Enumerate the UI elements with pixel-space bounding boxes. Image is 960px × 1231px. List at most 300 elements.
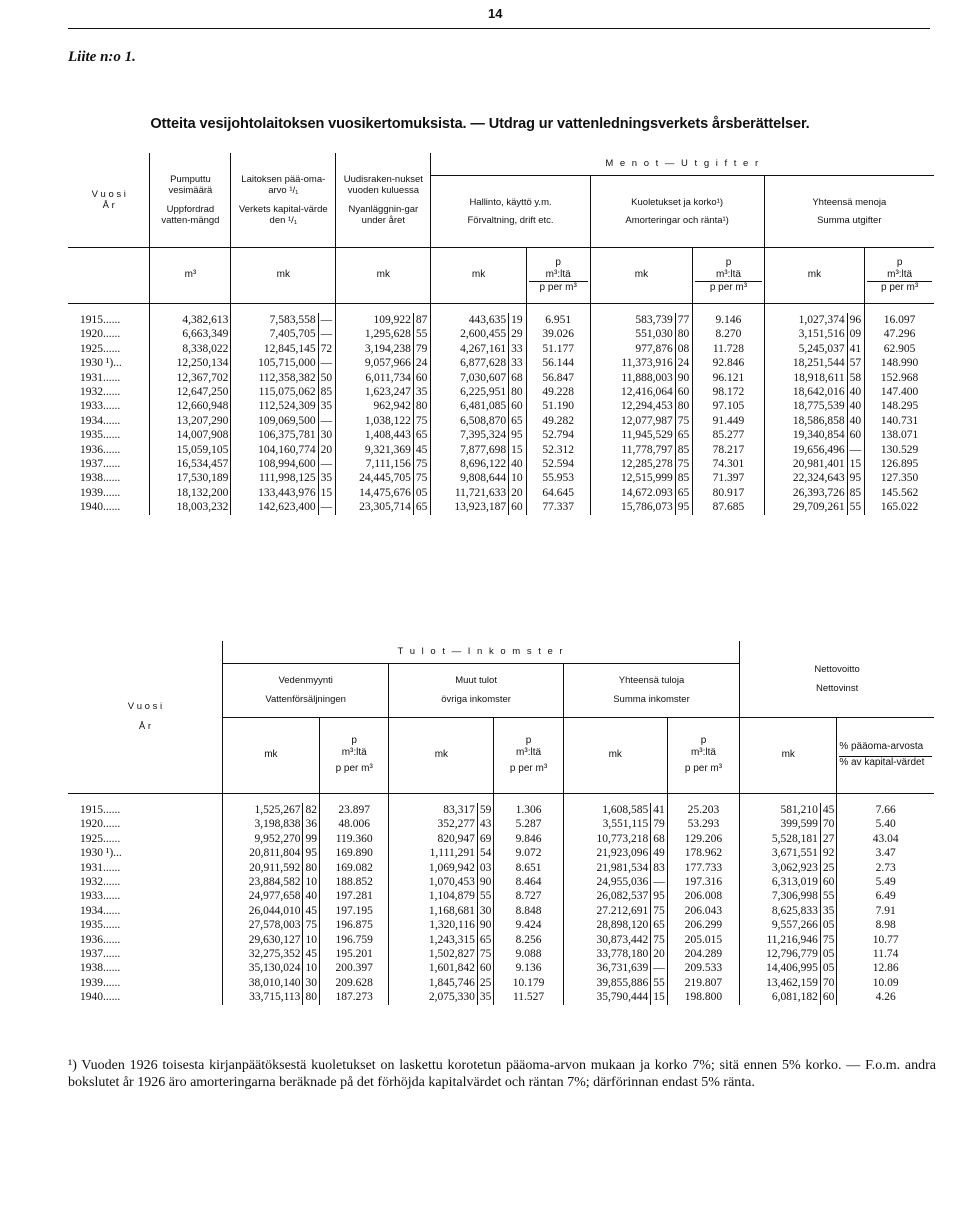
table-cell: 95 xyxy=(847,471,865,485)
table-cell: 10 xyxy=(303,961,320,975)
table-cell: 35,790,444 xyxy=(563,990,650,1004)
table-cell: 55 xyxy=(651,976,668,990)
table-cell: 71.397 xyxy=(693,471,764,485)
table-cell: 21,923,096 xyxy=(563,846,650,860)
table-cell: 9.072 xyxy=(494,846,563,860)
year-header: V u o s i Å r xyxy=(68,641,222,793)
table-cell: 65 xyxy=(651,918,668,932)
table-cell: 12,294,453 xyxy=(590,399,675,413)
table-cell: 80 xyxy=(675,327,693,341)
table-cell: 9,057,966 xyxy=(336,356,414,370)
table-cell: 75 xyxy=(303,918,320,932)
table-cell: 40 xyxy=(303,889,320,903)
table-cell: 7,111,156 xyxy=(336,457,414,471)
table-cell: 52.594 xyxy=(526,457,590,471)
table-cell: 30 xyxy=(477,904,494,918)
table-row xyxy=(68,832,934,846)
table-cell: 3,671,551 xyxy=(740,846,821,860)
table-cell: 206.043 xyxy=(667,904,739,918)
table-cell: 39.026 xyxy=(526,327,590,341)
table-cell: 9,321,369 xyxy=(336,443,414,457)
table-cell: 145.562 xyxy=(880,486,919,499)
table-cell: 11.74 xyxy=(872,948,899,961)
table-cell: 36 xyxy=(303,817,320,831)
expenses-table xyxy=(68,153,934,515)
table-cell: 70 xyxy=(820,817,837,831)
table-cell: 109,069,500 xyxy=(231,414,318,428)
unit-mk: mk xyxy=(222,717,319,793)
table-row xyxy=(68,933,934,947)
table-cell: 33 xyxy=(509,342,527,356)
table-cell: 6.951 xyxy=(526,313,590,327)
table-cell: 1935...... xyxy=(68,428,150,442)
table-cell: 8.848 xyxy=(494,904,563,918)
new-construction-header: Uudisraken-nukset vuoden kuluessa Nyanläggnin-gar under året xyxy=(336,153,431,247)
table-cell: 6,225,951 xyxy=(431,385,509,399)
income-table xyxy=(68,641,934,1005)
table-cell: 8.464 xyxy=(494,875,563,889)
table-cell: 54 xyxy=(477,846,494,860)
table-cell: 40 xyxy=(847,399,865,413)
table-cell: 35 xyxy=(477,990,494,1004)
table-cell: 35 xyxy=(413,385,431,399)
table-cell: 1,104,879 xyxy=(389,889,477,903)
table-row xyxy=(68,414,934,428)
table-row xyxy=(68,457,934,471)
table-cell: 7,405,705 xyxy=(231,327,318,341)
table-row xyxy=(68,961,934,975)
table-cell: 40 xyxy=(847,385,865,399)
table-cell: 05 xyxy=(820,918,837,932)
table-cell: 115,075,062 xyxy=(231,385,318,399)
table-cell: 197.195 xyxy=(319,904,389,918)
table-cell: 1,027,374 xyxy=(764,313,847,327)
table-cell: 9.424 xyxy=(494,918,563,932)
table-cell: 148.990 xyxy=(880,357,919,370)
table-cell: 27 xyxy=(820,832,837,846)
table-cell: 1,070,453 xyxy=(389,875,477,889)
table-cell: 12,647,250 xyxy=(150,385,231,399)
unit-per-m3: p m³:ltä p per m³ xyxy=(865,247,934,303)
table-cell: 11,888,003 xyxy=(590,371,675,385)
table-row xyxy=(68,976,934,990)
table-row xyxy=(68,327,934,341)
table-cell: 64.645 xyxy=(526,486,590,500)
table-row xyxy=(68,947,934,961)
table-cell: 1915...... xyxy=(68,313,150,327)
table-cell: 1934...... xyxy=(68,414,150,428)
table-cell: 79 xyxy=(413,342,431,356)
table-cell: 25 xyxy=(820,861,837,875)
table-cell: 1930 ¹)... xyxy=(68,356,150,370)
table-cell: 35 xyxy=(820,904,837,918)
table-row xyxy=(68,990,934,1004)
table-cell: 196.759 xyxy=(319,933,389,947)
table-cell: 1,038,122 xyxy=(336,414,414,428)
table-cell: 36,731,639 xyxy=(563,961,650,975)
unit-mk: mk xyxy=(764,247,865,303)
table-row xyxy=(68,371,934,385)
table-cell: 1936...... xyxy=(68,443,150,457)
table-cell: 65 xyxy=(413,500,431,514)
table-cell: 6,011,734 xyxy=(336,371,414,385)
table-cell: 23,305,714 xyxy=(336,500,414,514)
net-profit-header: Nettovoitto Nettovinst xyxy=(814,663,860,694)
table-cell: 60 xyxy=(847,428,865,442)
table-cell: 1938...... xyxy=(68,471,150,485)
table-cell: 2,600,455 xyxy=(431,327,509,341)
table-cell: 26,082,537 xyxy=(563,889,650,903)
table-cell: — xyxy=(318,327,336,341)
table-cell: 14,007,908 xyxy=(150,428,231,442)
table-cell: 12,660,948 xyxy=(150,399,231,413)
table-cell: 15 xyxy=(847,457,865,471)
table-cell: 583,739 xyxy=(590,313,675,327)
footnote: ¹) Vuoden 1926 toisesta kirjanpäätöksestä kuoletukset on laskettu korotetun pääoma-arvon mukaan ja korko 7%; sitä ennen 5% korko. — F.o.m. andra bokslutet år 1926 äro amorteringarna beräknade på det förhöjda kapitalvärdet och räntan 7%; därförinnan endast 5% ränta. xyxy=(68,1058,936,1090)
table-cell: 95 xyxy=(675,500,693,514)
table-cell: 24 xyxy=(675,356,693,370)
table-cell: 29,630,127 xyxy=(222,933,303,947)
table-cell: 5,245,037 xyxy=(764,342,847,356)
table-cell: 9,557,266 xyxy=(740,918,821,932)
table-cell: 196.875 xyxy=(319,918,389,932)
table-cell: 205.015 xyxy=(667,933,739,947)
table-cell: 7.66 xyxy=(875,804,896,816)
table-cell: 4.26 xyxy=(875,991,896,1004)
table-cell: 142,623,400 xyxy=(231,500,318,514)
table-cell: 11,373,916 xyxy=(590,356,675,370)
table-row xyxy=(68,443,934,457)
table-cell: 65 xyxy=(477,933,494,947)
table-cell: 80 xyxy=(413,399,431,413)
table-cell: — xyxy=(318,500,336,514)
table-cell: 119.360 xyxy=(319,832,389,846)
table-cell: 55 xyxy=(847,500,865,514)
table-cell: 15 xyxy=(318,486,336,500)
table-cell: 28,898,120 xyxy=(563,918,650,932)
table-cell: 127.350 xyxy=(880,472,919,485)
table-cell: 1938...... xyxy=(68,961,222,975)
appendix-label: Liite n:o 1. xyxy=(68,49,136,65)
table-cell: 7,583,558 xyxy=(231,313,318,327)
table-cell: 40 xyxy=(847,414,865,428)
table-cell: 581,210 xyxy=(740,803,821,817)
table-cell: 80 xyxy=(509,385,527,399)
table-cell: 95 xyxy=(651,889,668,903)
table-cell: — xyxy=(651,875,668,889)
table-cell: 87 xyxy=(413,313,431,327)
table-cell: 33,778,180 xyxy=(563,947,650,961)
table-cell: 165.022 xyxy=(880,501,919,514)
debt-header: Kuoletukset ja korko¹) Amorteringar och ränta¹) xyxy=(590,175,764,247)
table-cell: 177.733 xyxy=(667,861,739,875)
table-cell: 13,462,159 xyxy=(740,976,821,990)
table-cell: 15 xyxy=(651,990,668,1004)
table-cell: 33,715,113 xyxy=(222,990,303,1004)
table-cell: 78.217 xyxy=(693,443,764,457)
table-cell: 52.794 xyxy=(526,428,590,442)
table-cell: 24,445,705 xyxy=(336,471,414,485)
unit-mk: mk xyxy=(740,717,837,793)
table-cell: 6,313,019 xyxy=(740,875,821,889)
table-cell: 60 xyxy=(820,990,837,1004)
table-cell: 11,945,529 xyxy=(590,428,675,442)
table-cell: 20,981,401 xyxy=(764,457,847,471)
table-cell: 7,306,998 xyxy=(740,889,821,903)
unit-mk: mk xyxy=(590,247,693,303)
table-cell: 30 xyxy=(318,428,336,442)
table-cell: 1940...... xyxy=(68,990,222,1004)
table-cell: 1,295,628 xyxy=(336,327,414,341)
table-cell: 138.071 xyxy=(880,429,919,442)
table-row xyxy=(68,846,934,860)
table-cell: 1939...... xyxy=(68,976,222,990)
table-cell: 08 xyxy=(675,342,693,356)
table-cell: 6,663,349 xyxy=(150,327,231,341)
table-cell: 219.807 xyxy=(667,976,739,990)
table-cell: 65 xyxy=(413,428,431,442)
table-cell: 35 xyxy=(318,399,336,413)
table-cell: 8.727 xyxy=(494,889,563,903)
table-cell: 352,277 xyxy=(389,817,477,831)
table-cell: 4,267,161 xyxy=(431,342,509,356)
table-cell: 178.962 xyxy=(667,846,739,860)
table-cell: 11.728 xyxy=(693,342,764,356)
table-cell: 99 xyxy=(303,832,320,846)
table-cell: 10.77 xyxy=(872,933,899,946)
table-cell: 1,845,746 xyxy=(389,976,477,990)
table-cell: 1,069,942 xyxy=(389,861,477,875)
table-cell: 1930 ¹)... xyxy=(68,846,222,860)
table-cell: 69 xyxy=(477,832,494,846)
table-cell: 1937...... xyxy=(68,947,222,961)
table-row xyxy=(68,861,934,875)
table-cell: 5.49 xyxy=(875,876,896,889)
table-cell: 6,508,870 xyxy=(431,414,509,428)
table-cell: 49.228 xyxy=(526,385,590,399)
table-cell: 1931...... xyxy=(68,371,150,385)
table-cell: 15 xyxy=(509,443,527,457)
admin-header: Hallinto, käyttö y.m. Förvaltning, drift etc. xyxy=(431,175,590,247)
table-cell: 18,586,858 xyxy=(764,414,847,428)
table-cell: 80.917 xyxy=(693,486,764,500)
table-cell: 20,811,804 xyxy=(222,846,303,860)
unit-m3: m³ xyxy=(150,247,231,303)
table-cell: 65 xyxy=(675,486,693,500)
table-cell: 5.40 xyxy=(875,818,896,831)
table-cell: 55 xyxy=(820,889,837,903)
table-cell: 6,081,182 xyxy=(740,990,821,1004)
table-cell: 97.105 xyxy=(693,399,764,413)
table-cell: 24,977,658 xyxy=(222,889,303,903)
table-cell: 68 xyxy=(651,832,668,846)
table-cell: 140.731 xyxy=(880,414,919,427)
unit-per-m3: p m³:ltä p per m³ xyxy=(494,717,563,793)
table-cell: 24 xyxy=(413,356,431,370)
table-cell: 8,696,122 xyxy=(431,457,509,471)
table-cell: 551,030 xyxy=(590,327,675,341)
table-cell: 112,524,309 xyxy=(231,399,318,413)
table-row xyxy=(68,500,934,514)
table-cell: 41 xyxy=(651,803,668,817)
table-row xyxy=(68,342,934,356)
table-cell: 75 xyxy=(477,947,494,961)
unit-percent: % pääoma-arvosta % av kapital-värdet xyxy=(837,717,934,793)
table-cell: 9.136 xyxy=(494,961,563,975)
table-cell: 62.905 xyxy=(883,342,916,355)
table-cell: — xyxy=(318,313,336,327)
table-cell: 9,808,644 xyxy=(431,471,509,485)
table-cell: 38,010,140 xyxy=(222,976,303,990)
table-cell: 198.800 xyxy=(667,990,739,1004)
table-row xyxy=(68,904,934,918)
table-cell: 105,715,000 xyxy=(231,356,318,370)
table-cell: 72 xyxy=(318,342,336,356)
table-cell: 187.273 xyxy=(319,990,389,1004)
table-cell: 10.09 xyxy=(872,976,899,989)
table-cell: 51.190 xyxy=(526,399,590,413)
table-cell: 25 xyxy=(477,976,494,990)
table-cell: 6.49 xyxy=(875,890,896,903)
income-header: T u l o t — I n k o m s t e r xyxy=(222,641,739,663)
table-cell: 16,534,457 xyxy=(150,457,231,471)
table-cell: 7,395,324 xyxy=(431,428,509,442)
table-cell: 1,525,267 xyxy=(222,803,303,817)
table-cell: 85 xyxy=(847,486,865,500)
table-cell: 1935...... xyxy=(68,918,222,932)
table-cell: 1933...... xyxy=(68,399,150,413)
table-cell: 60 xyxy=(477,961,494,975)
table-cell: 1931...... xyxy=(68,861,222,875)
table-cell: 3.47 xyxy=(875,847,896,860)
table-cell: 92 xyxy=(820,846,837,860)
table-cell: 87.685 xyxy=(693,500,764,514)
table-cell: 18,642,016 xyxy=(764,385,847,399)
table-cell: 1937...... xyxy=(68,457,150,471)
table-cell: 20,911,592 xyxy=(222,861,303,875)
table-cell: 8.98 xyxy=(875,919,896,932)
table-cell: 56.144 xyxy=(526,356,590,370)
table-cell: 197.281 xyxy=(319,889,389,903)
table-cell: 1,111,291 xyxy=(389,846,477,860)
table-cell: 5.287 xyxy=(494,817,563,831)
table-cell: 47.296 xyxy=(883,328,916,341)
table-row xyxy=(68,399,934,413)
table-cell: 147.400 xyxy=(880,386,919,399)
table-cell: 68 xyxy=(509,371,527,385)
table-cell: 204.289 xyxy=(667,947,739,961)
table-cell: 10 xyxy=(303,875,320,889)
table-cell: 74.301 xyxy=(693,457,764,471)
unit-per-m3: p m³:ltä p per m³ xyxy=(526,247,590,303)
table-cell: 75 xyxy=(651,933,668,947)
table-cell: 45 xyxy=(820,803,837,817)
table-row xyxy=(68,313,934,327)
table-cell: 26,393,726 xyxy=(764,486,847,500)
table-cell: 104,160,774 xyxy=(231,443,318,457)
table-cell: 55.953 xyxy=(526,471,590,485)
table-cell: 169.082 xyxy=(319,861,389,875)
table-cell: 1939...... xyxy=(68,486,150,500)
table-row xyxy=(68,428,934,442)
table-cell: 12,796,779 xyxy=(740,947,821,961)
table-cell: 3,062,923 xyxy=(740,861,821,875)
table-cell: 60 xyxy=(820,875,837,889)
table-cell: 1925...... xyxy=(68,342,150,356)
table-cell: 58 xyxy=(847,371,865,385)
table-row xyxy=(68,356,934,370)
table-cell: 95 xyxy=(509,428,527,442)
table-cell: 75 xyxy=(651,904,668,918)
table-cell: 55 xyxy=(477,889,494,903)
table-cell: 1940...... xyxy=(68,500,150,514)
unit-mk: mk xyxy=(336,247,431,303)
table-cell: 1933...... xyxy=(68,889,222,903)
table-cell: 09 xyxy=(847,327,865,341)
table-cell: 977,876 xyxy=(590,342,675,356)
table-cell: 8.651 xyxy=(494,861,563,875)
table-cell: 1932...... xyxy=(68,385,150,399)
table-cell: 8,338,022 xyxy=(150,342,231,356)
table-cell: 9.088 xyxy=(494,947,563,961)
table-cell: 35 xyxy=(318,471,336,485)
table-cell: 3,151,516 xyxy=(764,327,847,341)
unit-per-m3: p m³:ltä p per m³ xyxy=(319,717,389,793)
table-cell: 18,132,200 xyxy=(150,486,231,500)
table-cell: 33 xyxy=(509,356,527,370)
table-cell: 11,721,633 xyxy=(431,486,509,500)
table-cell: — xyxy=(651,961,668,975)
table-cell: 60 xyxy=(413,371,431,385)
table-cell: 206.299 xyxy=(667,918,739,932)
table-cell: 1,601,842 xyxy=(389,961,477,975)
table-row xyxy=(68,803,934,817)
table-cell: 75 xyxy=(675,414,693,428)
table-cell: 49.282 xyxy=(526,414,590,428)
table-cell: 39,855,886 xyxy=(563,976,650,990)
page-title: Otteita vesijohtolaitoksen vuosikertomuksista. — Utdrag ur vattenledningsverkets årsberättelser. xyxy=(150,116,810,132)
table-cell: 18,775,539 xyxy=(764,399,847,413)
table-cell: 65 xyxy=(509,414,527,428)
table-cell: 129.206 xyxy=(667,832,739,846)
table-cell: 79 xyxy=(651,817,668,831)
table-cell: 11,216,946 xyxy=(740,933,821,947)
table-cell: 60 xyxy=(675,385,693,399)
table-cell: 50 xyxy=(318,371,336,385)
table-cell: 75 xyxy=(413,471,431,485)
table-cell: 1936...... xyxy=(68,933,222,947)
table-cell: 95 xyxy=(303,846,320,860)
table-cell: 26,044,010 xyxy=(222,904,303,918)
capital-header: Laitoksen pää-oma-arvo ¹/₁ Verkets kapital-värde den ¹/₁ xyxy=(231,153,336,247)
table-cell: 11,778,797 xyxy=(590,443,675,457)
table-cell: 209.628 xyxy=(319,976,389,990)
pumped-header: Pumputtu vesimäärä Uppfordrad vatten-mängd xyxy=(150,153,231,247)
other-income-header: Muut tulot övriga inkomster xyxy=(389,663,563,717)
table-cell: 30 xyxy=(303,976,320,990)
table-cell: 10,773,218 xyxy=(563,832,650,846)
table-cell: 05 xyxy=(413,486,431,500)
table-cell: 96 xyxy=(847,313,865,327)
unit-mk: mk xyxy=(563,717,667,793)
table-cell: 18,918,611 xyxy=(764,371,847,385)
table-cell: 206.008 xyxy=(667,889,739,903)
table-cell: 13,923,187 xyxy=(431,500,509,514)
table-cell: 85.277 xyxy=(693,428,764,442)
table-cell: 1920...... xyxy=(68,327,150,341)
table-cell: 2,075,330 xyxy=(389,990,477,1004)
unit-mk: mk xyxy=(431,247,526,303)
